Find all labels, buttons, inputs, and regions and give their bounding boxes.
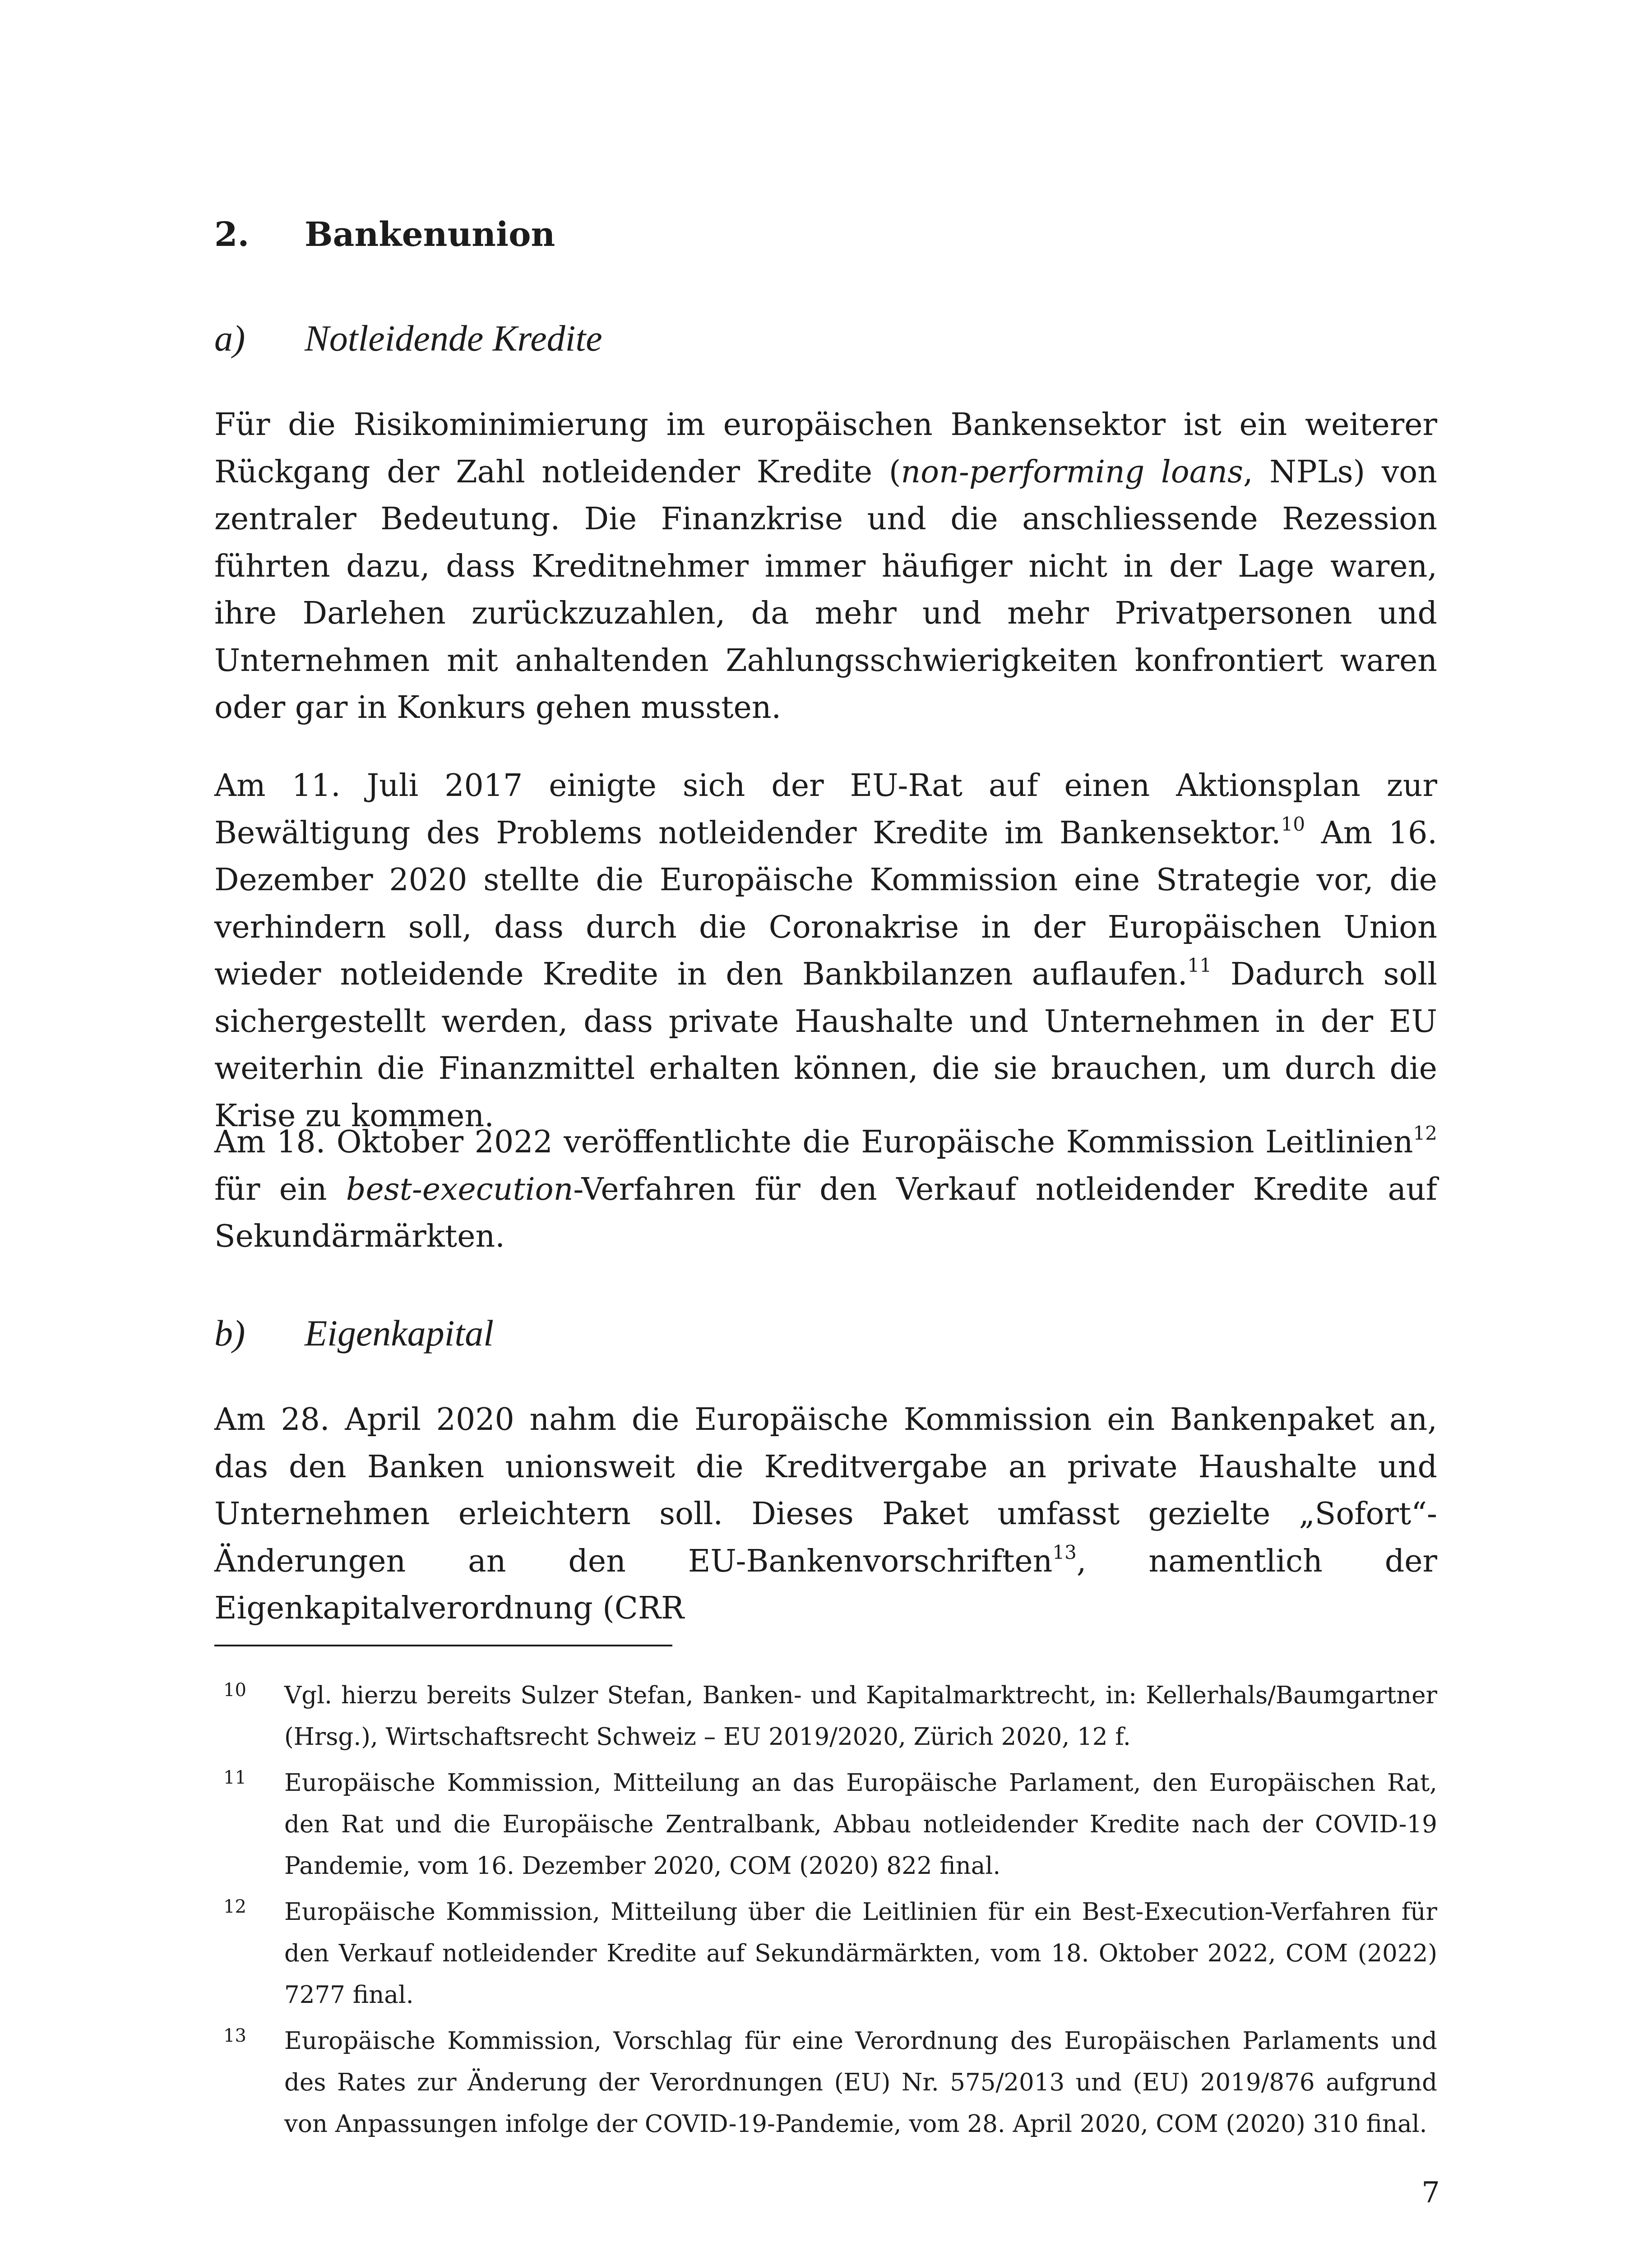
section-heading [214, 212, 555, 257]
para1-text-2: , NPLs) von zentraler Bedeutung. Die Finanzkrise und die anschliessende Rezession führten dazu, dass Kreditnehmer immer häufiger nicht in der Lage waren, ihre Darlehen zurückzuzahlen, da mehr und mehr Privatpersonen und Unternehmen mit anhaltenden Zahlungsschwierigkeiten konfrontiert waren oder gar in Konkurs gehen mussten. [214, 454, 1437, 726]
section-number: 2. [214, 215, 250, 254]
para2-text-2: Am 16. Dezember 2020 stellte die Europäische Kommission eine Strategie vor, die verhindern soll, dass durch die Coronakrise in der Europäischen Union wieder notleidende Kredite in den Bankbilanzen auflaufen. [214, 815, 1437, 992]
footnote-ref-13[interactable]: 13 [1052, 1541, 1077, 1563]
paragraph-guidelines [214, 1119, 1437, 1261]
page-number: 7 [1421, 2176, 1440, 2210]
footnote-divider [214, 1645, 672, 1646]
footnote-13 [214, 2020, 1437, 2145]
para1-italic-term: non-performing loans [901, 454, 1243, 490]
footnote-ref-12[interactable]: 12 [1413, 1122, 1437, 1144]
footnote-12 [214, 1891, 1437, 2016]
paragraph-action-plan [214, 763, 1437, 1140]
para4-text-2: , namentlich der Eigenkapitalverordnung (CRR [214, 1543, 1437, 1626]
subsection-b-title: Eigenkapital [305, 1313, 494, 1354]
subsection-a-number: a) [214, 318, 245, 359]
para3-text-3: -Verfahren für den Verkauf notleidender Kredite auf Sekundärmärkten. [214, 1171, 1438, 1254]
para2-text-3: Dadurch soll sichergestellt werden, dass private Haushalte und Unternehmen in der EU weiterhin die Finanzmittel erhalten können, die sie brauchen, um durch die Krise zu kommen. [214, 957, 1437, 1134]
footnote-ref-11[interactable]: 11 [1187, 954, 1212, 976]
footnotes-section [214, 1675, 1437, 2150]
footnote-text: Europäische Kommission, Mitteilung an das Europäische Parlament, den Europäischen Rat, den Rat und die Europäische Zentralbank, Abbau notleidender Kredite nach der COVID-19 Pandemie, vom 16. Dezember 2020, COM (2020) 822 final. [284, 1769, 1437, 1880]
footnote-text: Europäische Kommission, Mitteilung über die Leitlinien für ein Best-Execution-Verfahren für den Verkauf notleidender Kredite auf Sekundärmärkten, vom 18. Oktober 2022, COM (2022) 7277 final. [284, 1898, 1437, 2009]
paragraph-banking-package [214, 1396, 1437, 1632]
para4-text-1: Am 28. April 2020 nahm die Europäische Kommission ein Bankenpaket an, das den Banken unionsweit die Kreditvergabe an private Haushalte und Unternehmen erleichtern soll. Dieses Paket umfasst gezielte „Sofort“-Änderungen an den EU-Bankenvorschriften [214, 1402, 1437, 1579]
footnote-number: 11 [223, 1767, 246, 1788]
footnote-text: Europäische Kommission, Vorschlag für eine Verordnung des Europäischen Parlaments und des Rates zur Änderung der Verordnungen (EU) Nr. 575/2013 und (EU) 2019/876 aufgrund von Anpassungen infolge der COVID-19-Pandemie, vom 28. April 2020, COM (2020) 310 final. [284, 2027, 1437, 2138]
subsection-heading-a [214, 316, 602, 361]
subsection-b-number: b) [214, 1313, 245, 1354]
footnote-11 [214, 1762, 1437, 1887]
para3-text-2: für ein [214, 1171, 346, 1207]
para1-text-1: Für die Risikominimierung im europäischen Bankensektor ist ein weiterer Rückgang der Zahl notleidender Kredite ( [214, 407, 1437, 490]
para3-text-1: Am 18. Oktober 2022 veröffentlichte die Europäische Kommission Leitlinien [214, 1124, 1413, 1160]
footnote-number: 13 [223, 2025, 246, 2046]
paragraph-npl-intro [214, 402, 1437, 732]
para3-italic-term: best-execution [346, 1171, 574, 1207]
para2-text-1: Am 11. Juli 2017 einigte sich der EU-Rat auf einen Aktionsplan zur Bewältigung des Problems notleidender Kredite im Bankensektor. [214, 768, 1437, 851]
footnote-text: Vgl. hierzu bereits Sulzer Stefan, Banken- und Kapitalmarktrecht, in: Kellerhals/Baumgartner (Hrsg.), Wirtschaftsrecht Schweiz – EU 2019/2020, Zürich 2020, 12 f. [284, 1682, 1437, 1751]
subsection-a-title: Notleidende Kredite [305, 318, 602, 359]
footnote-number: 10 [223, 1680, 246, 1701]
footnote-ref-10[interactable]: 10 [1281, 813, 1305, 835]
footnote-number: 12 [223, 1896, 246, 1917]
subsection-heading-b [214, 1311, 494, 1356]
footnote-10 [214, 1675, 1437, 1758]
section-title: Bankenunion [305, 215, 555, 254]
